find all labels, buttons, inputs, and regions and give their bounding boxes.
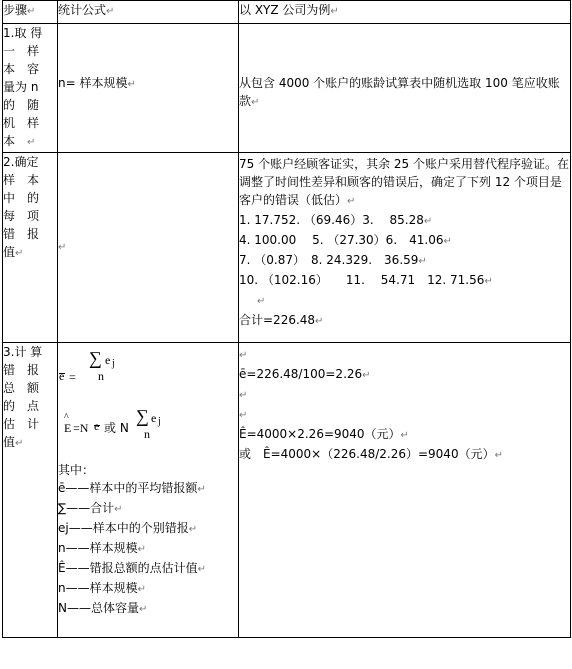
header-example-text: 以 XYZ 公司为例 bbox=[239, 3, 331, 17]
step-2-line: 错 报 bbox=[3, 227, 40, 241]
paragraph-mark: ↵ bbox=[58, 242, 67, 253]
step-1-line: 机 样 bbox=[3, 116, 40, 130]
header-step bbox=[3, 1, 58, 24]
calc-total-error-alt: 或 Ê=4000×（226.48/2.26）=9040（元）↵ bbox=[239, 447, 503, 461]
step-1-line: 1.取 得 bbox=[3, 26, 43, 40]
step-3-line: 值↵ bbox=[3, 435, 24, 449]
step-3-cell bbox=[3, 343, 58, 638]
errors-total: 合计=226.48↵ bbox=[239, 313, 324, 327]
step-1-line: 量为 n bbox=[3, 80, 39, 94]
denominator-n: n bbox=[98, 369, 104, 383]
calc-mean-error: ē=226.48/100=2.26↵ bbox=[239, 367, 371, 381]
error-items-line: 7. （0.87） 8. 24.329. 36.59↵ bbox=[239, 253, 427, 267]
audit-sampling-table bbox=[2, 0, 571, 638]
blank-line: ↵ bbox=[239, 350, 248, 361]
equals-sign: = bbox=[69, 370, 76, 384]
row-step-2 bbox=[3, 153, 571, 343]
error-items-line: 4. 100.00 5. （27.30）6. 41.06↵ bbox=[239, 233, 452, 247]
step-2-line: 2.确定 bbox=[3, 155, 39, 169]
step-2-line: 中 的 bbox=[3, 191, 40, 205]
ebar-letter: e bbox=[59, 369, 65, 383]
header-step-text: 步骤 bbox=[3, 3, 28, 17]
subscript-j: j bbox=[158, 416, 161, 427]
header-formula-text: 统计公式 bbox=[58, 3, 107, 17]
step-2-cell bbox=[3, 153, 58, 343]
error-items-line: 10. （102.16） 11. 54.71 12. 71.56↵ bbox=[239, 273, 493, 287]
example-1-text: 从包含 4000 个账户的账龄试算表中随机选取 100 笔应收账款↵ bbox=[239, 76, 560, 108]
mean-error-formula bbox=[58, 347, 238, 409]
blank-line: ↵ bbox=[257, 296, 266, 307]
step-2-line: 每 项 bbox=[3, 209, 40, 223]
formula-3-cell bbox=[58, 343, 239, 638]
header-example bbox=[239, 1, 571, 24]
denominator-n: n bbox=[144, 427, 150, 441]
hat-symbol: ^ bbox=[64, 412, 69, 423]
sigma-symbol: ∑ bbox=[136, 406, 149, 426]
formula-n: n= 样本规模↵ bbox=[58, 76, 136, 90]
total-error-formula bbox=[58, 406, 238, 461]
step-1-cell bbox=[3, 24, 58, 153]
row-step-1 bbox=[3, 24, 571, 153]
row-step-3 bbox=[3, 343, 571, 638]
definition-line: n——样本规模↵ bbox=[58, 581, 146, 595]
example-2-cell bbox=[239, 153, 571, 343]
definition-line: ej——样本中的个别错报↵ bbox=[58, 521, 198, 535]
paragraph-mark: ↵ bbox=[27, 6, 36, 17]
step-3-line: 3.计 算 bbox=[3, 345, 43, 359]
step-3-line: 总 额 bbox=[3, 381, 40, 395]
calc-total-error: Ê=4000×2.26=9040（元）↵ bbox=[239, 427, 409, 441]
sigma-symbol: ∑ bbox=[89, 348, 102, 368]
definition-line: Ê——错报总额的点估计值↵ bbox=[58, 561, 206, 575]
blank-line: ↵ bbox=[239, 410, 248, 421]
definition-line: n——样本规模↵ bbox=[58, 541, 146, 555]
example-3-cell bbox=[239, 343, 571, 638]
header-formula bbox=[58, 1, 239, 24]
step-3-line: 错 报 bbox=[3, 363, 40, 377]
example-1-cell bbox=[239, 24, 571, 153]
header-row bbox=[3, 1, 571, 24]
or-n: 或 N bbox=[104, 421, 129, 435]
ebar-letter: e bbox=[94, 419, 100, 433]
definition-line: ē——样本中的平均错报额↵ bbox=[58, 481, 206, 495]
equals-n: =N bbox=[73, 421, 89, 435]
formula-1-cell bbox=[58, 24, 239, 153]
step-3-line: 估 计 bbox=[3, 417, 40, 431]
example-2-intro: 75 个账户经顾客证实，其余 25 个账户采用替代程序验证。在调整了时间性差异和顾客的错误后，确定了下列 12 个项目是客户的错误（低估）↵ bbox=[239, 157, 569, 207]
step-1-line: 本 容 bbox=[3, 62, 40, 76]
where-label: 其中： bbox=[58, 463, 95, 477]
step-3-line: 的 点 bbox=[3, 399, 40, 413]
blank-line: ↵ bbox=[239, 390, 248, 401]
subscript-j: j bbox=[112, 358, 115, 369]
e-hat-letter: E bbox=[64, 421, 72, 435]
definition-line: ∑——合计↵ bbox=[58, 501, 123, 515]
step-1-line: 的 随 bbox=[3, 98, 40, 112]
formula-2-cell bbox=[58, 153, 239, 343]
paragraph-mark: ↵ bbox=[330, 6, 339, 17]
paragraph-mark: ↵ bbox=[106, 6, 115, 17]
numerator-e: e bbox=[151, 411, 157, 425]
step-2-line: 样 本 bbox=[3, 173, 40, 187]
step-1-line: 一 样 bbox=[3, 44, 40, 58]
step-2-line: 值↵ bbox=[3, 245, 24, 259]
definition-line: N——总体容量↵ bbox=[58, 601, 148, 615]
numerator-e: e bbox=[105, 353, 111, 367]
step-1-line: 本 ↵ bbox=[3, 134, 36, 148]
error-items-line: 1. 17.752. （69.46）3. 85.28↵ bbox=[239, 213, 433, 227]
